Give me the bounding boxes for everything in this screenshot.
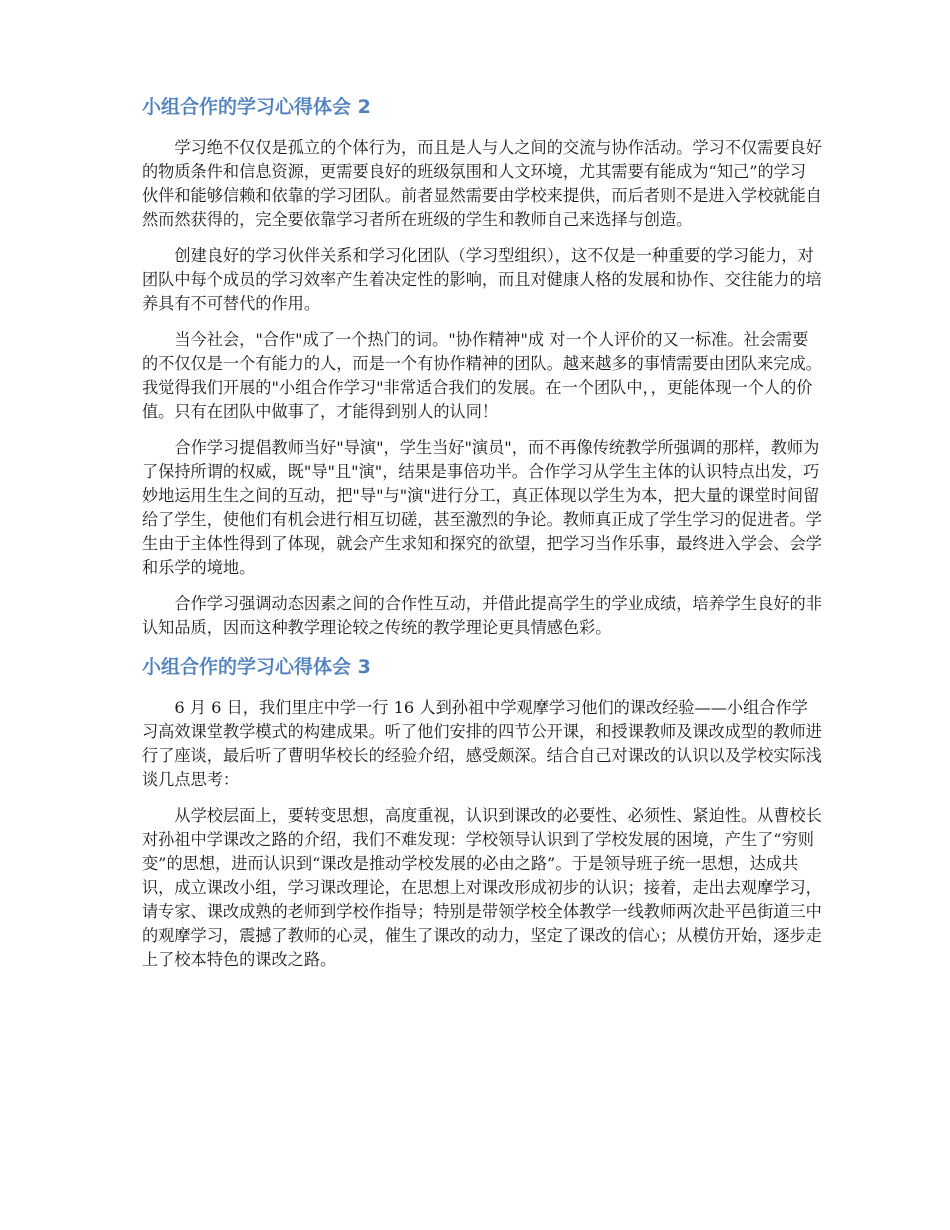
section-2 [142, 92, 822, 640]
paragraph: 从学校层面上，要转变思想，高度重视，认识到课改的必要性、必须性、紧迫性。从曹校长对孙祖中学课改之路的介绍，我们不难发现：学校领导认识到了学校发展的困境，产生了“穷则变”的思想，进而认识到“课改是推动学校发展的必由之路”。于是领导班子统一思想，达成共识，成立课改小组，学习课改理论，在思想上对课改形成初步的认识；接着，走出去观摩学习，请专家、课改成熟的老师到学校作指导；特别是带领学校全体教学一线教师两次赴平邑街道三中的观摩学习，震撼了教师的心灵，催生了课改的动力，坚定了课改的信心；从模仿开始，逐步走上了校本特色的课改之路。 [142, 806, 822, 969]
paragraph: 6 月 6 日，我们里庄中学一行 16 人到孙祖中学观摩学习他们的课改经验——小组合作学习高效课堂教学模式的构建成果。听了他们安排的四节公开课，和授课教师及课改成型的教师进行了座谈，最后听了曹明华校长的经验介绍，感受颇深。结合自己对课改的认识以及学校实际浅谈几点思考： [142, 698, 822, 789]
paragraph: 合作学习强调动态因素之间的合作性互动，并借此提高学生的学业成绩，培养学生良好的非认知品质，因而这种教学理论较之传统的教学理论更具情感色彩。 [142, 594, 822, 637]
paragraph: 创建良好的学习伙伴关系和学习化团队（学习型组织），这不仅是一种重要的学习能力，对团队中每个成员的学习效率产生着决定性的影响，而且对健康人格的发展和协作、交往能力的培养具有不可替代的作用。 [142, 246, 822, 313]
section-title: 小组合作的学习心得体会 3 [142, 656, 371, 678]
paragraph: 当今社会，"合作"成了一个热门的词。"协作精神"成 对一个人评价的又一标准。社会需要的不仅仅是一个有能力的人，而是一个有协作精神的团队。越来越多的事情需要由团队来完成。我觉得我们开展的"小组合作学习"非常适合我们的发展。在一个团队中，，更能体现一个人的价值。只有在团队中做事了，才能得到别人的认同！ [142, 330, 822, 421]
section-title: 小组合作的学习心得体会 2 [142, 96, 371, 118]
paragraph: 合作学习提倡教师当好"导演"，学生当好"演员"，而不再像传统教学所强调的那样，教师为了保持所谓的权威，既"导"且"演"，结果是事倍功半。合作学习从学生主体的认识特点出发，巧妙地运用生生之间的互动，把"导"与"演"进行分工，真正体现以学生为本，把大量的课堂时间留给了学生，使他们有机会进行相互切磋，甚至激烈的争论。教师真正成了学生学习的促进者。学生由于主体性得到了体现，就会产生求知和探究的欲望，把学习当作乐事，最终进入学会、会学和乐学的境地。 [142, 438, 822, 577]
section-3 [142, 652, 822, 972]
document-page [142, 92, 822, 984]
paragraph: 学习绝不仅仅是孤立的个体行为，而且是人与人之间的交流与协作活动。学习不仅需要良好的物质条件和信息资源，更需要良好的班级氛围和人文环境，尤其需要有能成为“知己”的学习伙伴和能够信赖和依靠的学习团队。前者显然需要由学校来提供，而后者则不是进入学校就能自然而然获得的，完全要依靠学习者所在班级的学生和教师自己来选择与创造。 [142, 138, 822, 229]
